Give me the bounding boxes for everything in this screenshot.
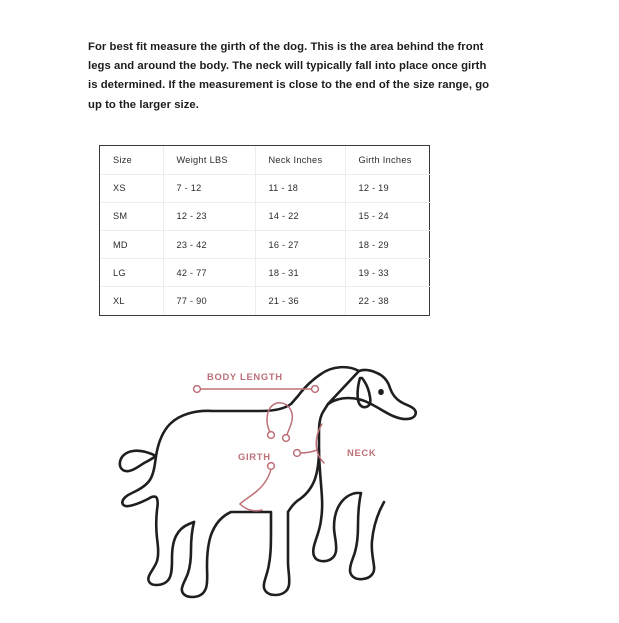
label-girth: GIRTH (238, 451, 271, 462)
cell-neck-inches: 21 - 36 (255, 287, 345, 315)
cell-neck-inches: 14 - 22 (255, 202, 345, 230)
cell-size: LG (100, 259, 163, 287)
cell-girth-inches: 19 - 33 (345, 259, 431, 287)
girth-measure-lower (240, 463, 274, 511)
cell-girth-inches: 18 - 29 (345, 231, 431, 259)
column-header-weight-lbs: Weight LBS (163, 146, 255, 174)
intro-paragraph: For best fit measure the girth of the dog. This is the area behind the front legs and around the body. The neck will typically fall into place once girth is determined. If the measurement is close to the end of the size range, go up to the larger size. (88, 41, 490, 111)
cell-weight-lbs: 12 - 23 (163, 202, 255, 230)
cell-girth-inches: 12 - 19 (345, 174, 431, 202)
label-body-length: BODY LENGTH (207, 371, 283, 382)
table-header-row (100, 146, 431, 174)
label-neck: NECK (347, 447, 377, 458)
cell-size: XS (100, 174, 163, 202)
table-body (100, 174, 431, 315)
table-header (100, 146, 431, 174)
table-row (100, 287, 431, 315)
cell-neck-inches: 11 - 18 (255, 174, 345, 202)
column-header-size: Size (100, 146, 163, 174)
table-row (100, 231, 431, 259)
cell-girth-inches: 15 - 24 (345, 202, 431, 230)
dog-silhouette-icon (120, 367, 416, 597)
cell-size: SM (100, 202, 163, 230)
cell-weight-lbs: 7 - 12 (163, 174, 255, 202)
table-row (100, 259, 431, 287)
table-row (100, 174, 431, 202)
measurement-annotations (194, 386, 324, 511)
column-header-girth-inches: Girth Inches (345, 146, 431, 174)
column-header-neck-inches: Neck Inches (255, 146, 345, 174)
cell-neck-inches: 18 - 31 (255, 259, 345, 287)
cell-girth-inches: 22 - 38 (358, 296, 389, 307)
cell-weight-lbs: 77 - 90 (163, 287, 255, 315)
table-row (100, 202, 431, 230)
cell-size: MD (100, 231, 163, 259)
size-chart-table (99, 145, 430, 316)
cell-weight-lbs: 23 - 42 (163, 231, 255, 259)
body-length-measure (194, 386, 319, 393)
cell-weight-lbs: 42 - 77 (163, 259, 255, 287)
dog-measurement-diagram (118, 352, 448, 602)
cell-neck-inches: 16 - 27 (255, 231, 345, 259)
cell-size: XL (100, 287, 163, 315)
size-table (100, 146, 431, 315)
